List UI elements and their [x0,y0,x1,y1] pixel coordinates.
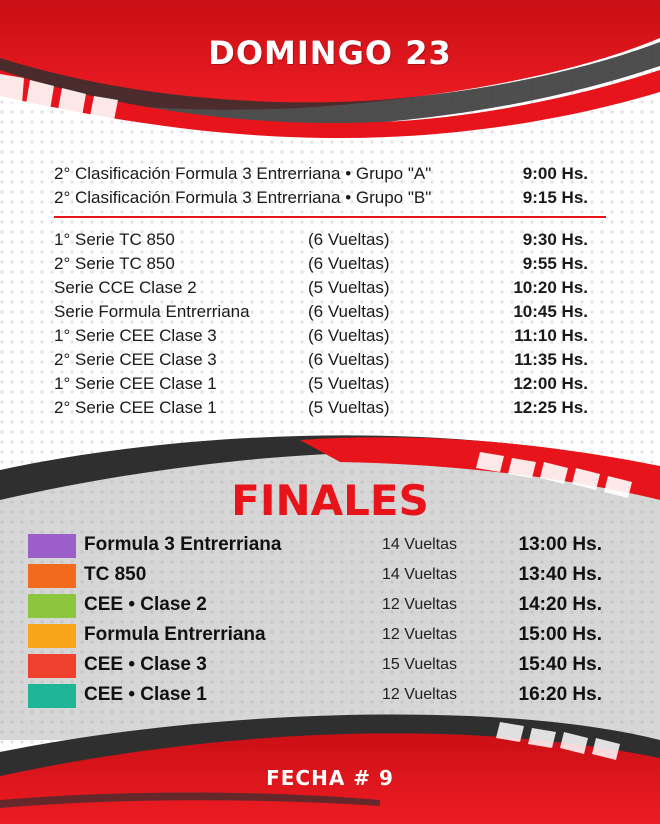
series-name: 2° Serie CEE Clase 1 [54,398,217,417]
final-name: Formula 3 Entrerriana [84,534,282,555]
final-name: CEE • Clase 3 [84,654,207,675]
category-color-swatch [28,534,76,558]
qualifying-time: 9:00 Hs. [522,164,588,183]
category-color-swatch [28,624,76,648]
final-time: 14:20 Hs. [518,594,602,615]
final-laps: 14 Vueltas [382,566,458,583]
final-laps: 12 Vueltas [382,596,458,613]
final-row [0,654,660,680]
series-laps: (6 Vueltas) [308,350,390,369]
series-row [0,350,660,374]
final-name: Formula Entrerriana [84,624,266,645]
final-laps: 12 Vueltas [382,686,458,703]
final-time: 13:00 Hs. [518,534,602,555]
category-color-swatch [28,654,76,678]
series-laps: (6 Vueltas) [308,302,390,321]
series-row [0,278,660,302]
final-time: 15:00 Hs. [518,624,602,645]
series-time: 10:20 Hs. [513,278,588,297]
final-laps: 12 Vueltas [382,626,458,643]
qualifying-row [0,164,660,188]
page-title: DOMINGO 23 [208,34,452,72]
series-name: 2° Serie CEE Clase 3 [54,350,217,369]
series-name: 1° Serie CEE Clase 1 [54,374,217,393]
series-laps: (6 Vueltas) [308,254,390,273]
series-laps: (5 Vueltas) [308,278,390,297]
final-row [0,624,660,650]
final-row [0,564,660,590]
series-time: 9:30 Hs. [522,230,588,249]
qualifying-name: 2° Clasificación Formula 3 Entrerriana • Grupo "A" [54,164,432,183]
event-date-label: FECHA # 9 [266,766,394,790]
final-name: TC 850 [84,564,147,585]
final-laps: 14 Vueltas [382,536,458,553]
qualifying-time: 9:15 Hs. [522,188,588,207]
series-name: 2° Serie TC 850 [54,254,175,273]
final-row [0,594,660,620]
series-name: Serie CCE Clase 2 [54,278,197,297]
series-row [0,398,660,422]
final-time: 13:40 Hs. [518,564,602,585]
series-time: 11:10 Hs. [514,326,588,345]
series-name: Serie Formula Entrerriana [54,302,250,321]
finals-title: FINALES [231,476,429,525]
series-time: 12:25 Hs. [513,398,588,417]
qualifying-row [0,188,660,212]
series-time: 9:55 Hs. [522,254,588,273]
section-divider [54,216,606,218]
series-name: 1° Serie CEE Clase 3 [54,326,217,345]
final-time: 16:20 Hs. [518,684,602,705]
final-row [0,684,660,710]
category-color-swatch [28,594,76,618]
final-laps: 15 Vueltas [382,656,458,673]
series-time: 11:35 Hs. [514,350,588,369]
series-row [0,302,660,326]
qualifying-name: 2° Clasificación Formula 3 Entrerriana • Grupo "B" [54,188,432,207]
series-name: 1° Serie TC 850 [54,230,175,249]
series-laps: (5 Vueltas) [308,374,390,393]
series-row [0,326,660,350]
final-row [0,534,660,560]
series-time: 10:45 Hs. [513,302,588,321]
final-name: CEE • Clase 2 [84,594,207,615]
series-time: 12:00 Hs. [513,374,588,393]
final-name: CEE • Clase 1 [84,684,207,705]
series-row [0,374,660,398]
series-row [0,230,660,254]
final-time: 15:40 Hs. [518,654,602,675]
series-laps: (5 Vueltas) [308,398,390,417]
category-color-swatch [28,564,76,588]
series-row [0,254,660,278]
category-color-swatch [28,684,76,708]
series-laps: (6 Vueltas) [308,230,390,249]
series-laps: (6 Vueltas) [308,326,390,345]
